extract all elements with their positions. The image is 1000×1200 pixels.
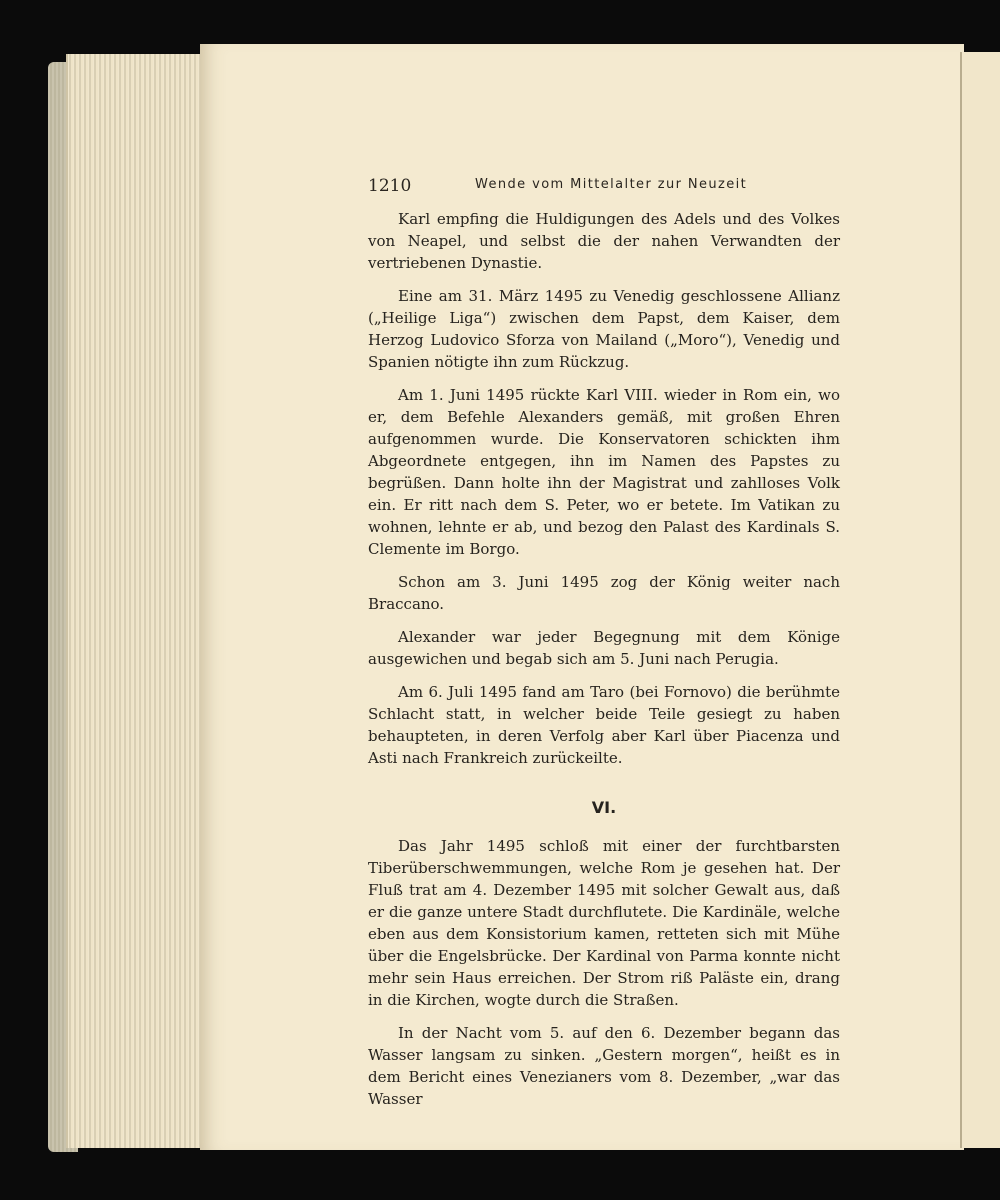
paragraph: In der Nacht vom 5. auf den 6. Dezember begann das Wasser langsam zu sinken. „Gestern morgen“, heißt es in dem Bericht eines Venezianers vom 8. Dezember, „war das Wasser [368, 1024, 840, 1108]
paragraph: Das Jahr 1495 schloß mit einer der furchtbarsten Tiberüberschwemmungen, welche Rom je gesehen hat. Der Fluß trat am 4. Dezember 1495 mit solcher Gewalt aus, daß er die ganze untere Stadt durchflutete. Die Kardinäle, welche eben aus dem Konsistorium kamen, retteten sich mit Mühe über die Engelsbrücke. Der Kardinal von Parma konnte nicht mehr sein Haus erreichen. Der Strom riß Paläste ein, drang in die Kirchen, wogte durch die Straßen. [368, 837, 840, 1009]
facing-page-edge [960, 52, 1000, 1148]
paragraph: Alexander war jeder Begegnung mit dem Könige ausgewichen und begab sich am 5. Juni nach Perugia. [368, 628, 840, 668]
section-heading: VI. [591, 798, 617, 817]
paragraph: Karl empfing die Huldigungen des Adels und des Volkes von Neapel, und selbst die der nahen Verwandten der vertriebenen Dynastie. [368, 210, 840, 272]
page-number: 1210 [368, 176, 412, 196]
page-edges [66, 54, 208, 1148]
running-title: Wende vom Mittelalter zur Neuzeit [475, 177, 748, 192]
paragraph: Schon am 3. Juni 1495 zog der König weiter nach Braccano. [368, 573, 840, 613]
paragraph: Am 6. Juli 1495 fand am Taro (bei Fornovo) die berühmte Schlacht statt, in welcher beide Teile gesiegt zu haben behaupteten, in deren Verfolg aber Karl über Piacenza und Asti nach Frankreich zurückeilte. [368, 683, 840, 767]
page-header [368, 174, 848, 204]
paragraph: Am 1. Juni 1495 rückte Karl VIII. wieder in Rom ein, wo er, dem Befehle Alexanders gemäß, mit großen Ehren aufgenommen wurde. Die Konservatoren schickten ihm Abgeordnete entgegen, ihn im Namen des Papstes zu begrüßen. Dann holte ihn der Magistrat und zahlloses Volk ein. Er ritt nach dem S. Peter, wo er betete. Im Vatikan zu wohnen, lehnte er ab, und bezog den Palast des Kardinals S. Clemente im Borgo. [368, 386, 840, 558]
paragraph: Eine am 31. März 1495 zu Venedig geschlossene Allianz („Heilige Liga“) zwischen dem Papst, dem Kaiser, dem Herzog Ludovico Sforza von Mailand („Moro“), Venedig und Spanien nötigte ihn zum Rückzug. [368, 287, 840, 371]
body-text [368, 208, 840, 1121]
